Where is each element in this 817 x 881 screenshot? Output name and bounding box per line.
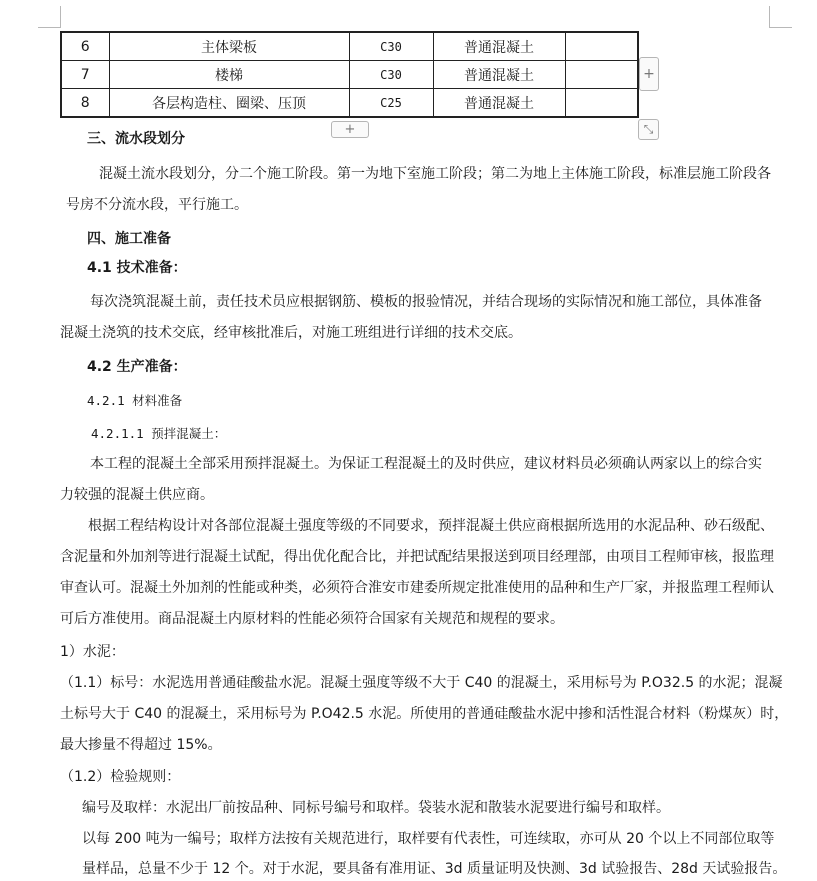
table-resize-handle[interactable] [638, 119, 659, 140]
paragraph-line: 以每 200 吨为一编号；取样方法按有关规范进行，取样要有代表性，可连续取，亦可从 20 个以上不同部位取等 [82, 831, 775, 847]
cell-grade[interactable]: C30 [349, 32, 433, 61]
paragraph-line: 含泥量和外加剂等进行混凝土试配，得出优化配合比，并把试配结果报送到项目经理部，由项目工程师审核，报监理 [60, 549, 774, 565]
subsection-4-2-heading: 4.2 生产准备： [87, 359, 187, 375]
paragraph-line: 审查认可。混凝土外加剂的性能或种类，必须符合淮安市建委所规定批准使用的品种和生产厂家，并报监理工程师认 [60, 580, 774, 596]
table-row [61, 32, 638, 61]
paragraph-line: 可后方准使用。商品混凝土内原材料的性能必须符合国家有关规范和规程的要求。 [60, 611, 564, 627]
table-row [61, 61, 638, 89]
list-item-heading: （1.2）检验规则： [60, 769, 181, 785]
plus-icon: + [643, 66, 655, 82]
paragraph-line: 最大掺量不得超过 15%。 [60, 737, 222, 753]
paragraph-line: 编号及取样：水泥出厂前按品种、同标号编号和取样。袋装水泥和散装水泥要进行编号和取样。 [82, 800, 670, 816]
paragraph-line: （1.1）标号：水泥选用普通硅酸盐水泥。混凝土强度等级不大于 C40 的混凝土，采用标号为 P.O32.5 的水泥；混凝 [60, 675, 783, 691]
resize-diagonal-icon: ⤡ [643, 122, 654, 136]
cell-remark[interactable] [565, 32, 638, 61]
plus-icon: + [344, 122, 356, 137]
section-4-heading: 四、施工准备 [87, 231, 171, 247]
margin-mark-top-right-horizontal [770, 27, 792, 28]
cell-remark[interactable] [565, 61, 638, 89]
table-row [61, 89, 638, 118]
paragraph-line: 土标号大于 C40 的混凝土，采用标号为 P.O42.5 水泥。所使用的普通硅酸盐水泥中掺和活性混合材料（粉煤灰）时， [60, 706, 789, 722]
paragraph-line: 混凝土浇筑的技术交底，经审核批准后，对施工班组进行详细的技术交底。 [60, 325, 522, 341]
paragraph-line: 号房不分流水段，平行施工。 [66, 197, 248, 213]
cell-index[interactable]: 6 [61, 32, 109, 61]
section-3-heading: 三、流水段划分 [87, 131, 185, 147]
cell-part[interactable]: 主体梁板 [109, 32, 349, 61]
concrete-grade-table [60, 31, 639, 118]
paragraph-line: 混凝土流水段划分，分二个施工阶段。第一为地下室施工阶段；第二为地上主体施工阶段，标准层施工阶段各 [99, 166, 771, 182]
add-row-button[interactable] [331, 121, 369, 138]
cell-index[interactable]: 7 [61, 61, 109, 89]
cell-concrete-type[interactable]: 普通混凝土 [433, 32, 565, 61]
cell-concrete-type[interactable]: 普通混凝土 [433, 89, 565, 118]
cell-part[interactable]: 各层构造柱、圈梁、压顶 [109, 89, 349, 118]
margin-mark-top-left-horizontal [38, 27, 60, 28]
paragraph-line: 根据工程结构设计对各部位混凝土强度等级的不同要求，预拌混凝土供应商根据所选用的水泥品种、砂石级配、 [88, 518, 774, 534]
subsection-4-1-heading: 4.1 技术准备： [87, 260, 187, 276]
subsection-4-2-1-1-heading: 4.2.1.1 预拌混凝土： [91, 426, 227, 441]
margin-mark-top-right-vertical [769, 6, 770, 28]
paragraph-line: 力较强的混凝土供应商。 [60, 487, 214, 503]
margin-mark-top-left-vertical [60, 6, 61, 28]
paragraph-line: 本工程的混凝土全部采用预拌混凝土。为保证工程混凝土的及时供应，建议材料员必须确认两家以上的综合实 [90, 456, 762, 472]
add-column-button[interactable] [639, 57, 659, 91]
cell-index[interactable]: 8 [61, 89, 109, 118]
paragraph-line: 量样品，总量不少于 12 个。对于水泥，要具备有准用证、3d 质量证明及快测、3d 试验报告、28d 天试验报告。 [82, 861, 787, 877]
cell-concrete-type[interactable]: 普通混凝土 [433, 61, 565, 89]
subsection-4-2-1-heading: 4.2.1 材料准备 [87, 393, 183, 408]
cell-remark[interactable] [565, 89, 638, 118]
cell-part[interactable]: 楼梯 [109, 61, 349, 89]
cell-grade[interactable]: C30 [349, 61, 433, 89]
paragraph-line: 每次浇筑混凝土前，责任技术员应根据钢筋、模板的报验情况，并结合现场的实际情况和施工部位，具体准备 [90, 294, 762, 310]
cell-grade[interactable]: C25 [349, 89, 433, 118]
list-item-heading: 1）水泥： [60, 644, 125, 660]
